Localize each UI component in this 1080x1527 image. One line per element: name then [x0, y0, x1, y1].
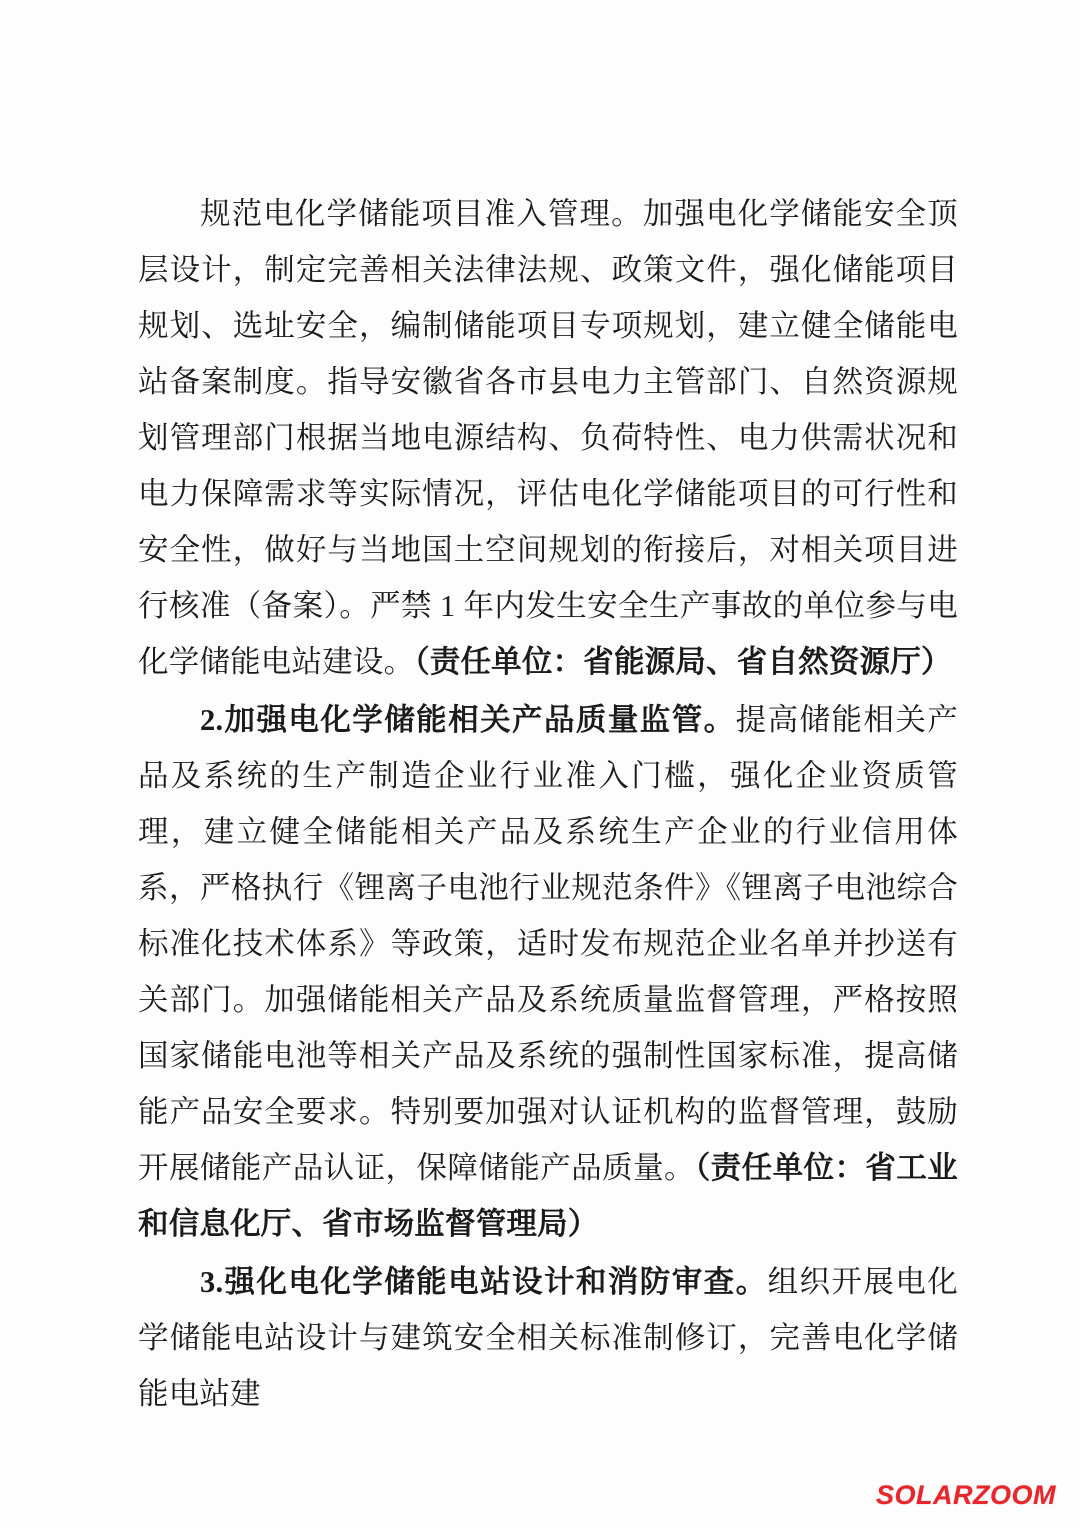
paragraph-1-responsible-units: （责任单位：省能源局、省自然资源厅）: [414, 645, 952, 679]
paragraph-3: [138, 1254, 958, 1422]
paragraph-2-responsible-units: （责任单位：省工业和信息化厅、省市场监督管理局）: [138, 1151, 958, 1241]
document-body: [138, 186, 958, 1424]
paragraph-2-text: 提高储能相关产品及系统的生产制造企业行业准入门槛，强化企业资质管理，建立健全储能相关产品及系统生产企业的行业信用体系，严格执行《锂离子电池行业规范条件》《锂离子电池综合标准化技术体系》等政策，适时发布规范企业名单并抄送有关部门。加强储能相关产品及系统质量监督管理，严格按照国家储能电池等相关产品及系统的强制性国家标准，提高储能产品安全要求。特别要加强对认证机构的监督管理，鼓励开展储能产品认证，保障储能产品质量。: [138, 703, 958, 1185]
paragraph-2-heading: 2.加强电化学储能相关产品质量监管。: [200, 703, 736, 737]
paragraph-1: [138, 186, 958, 690]
paragraph-1-text: 加强电化学储能安全顶层设计，制定完善相关法律法规、政策文件，强化储能项目规划、选址安全，编制储能项目专项规划，建立健全储能电站备案制度。指导安徽省各市县电力主管部门、自然资源规划管理部门根据当地电源结构、负荷特性、电力供需状况和电力保障需求等实际情况，评估电化学储能项目的可行性和安全性，做好与当地国土空间规划的衔接后，对相关项目进行核准（备案）。严禁 1 年内发生安全生产事故的单位参与电化学储能电站建设。: [138, 197, 958, 679]
paragraph-3-text: 组织开展电化学储能电站设计与建筑安全相关标准制修订，完善电化学储能电站建: [138, 1265, 958, 1411]
paragraph-1-lead-title: 规范电化学储能项目准入管理。: [200, 197, 643, 231]
paragraph-2: [138, 692, 958, 1252]
paragraph-3-heading: 3.强化电化学储能电站设计和消防审查。: [200, 1265, 768, 1299]
solarzoom-watermark: SOLARZOOM: [876, 1480, 1056, 1510]
